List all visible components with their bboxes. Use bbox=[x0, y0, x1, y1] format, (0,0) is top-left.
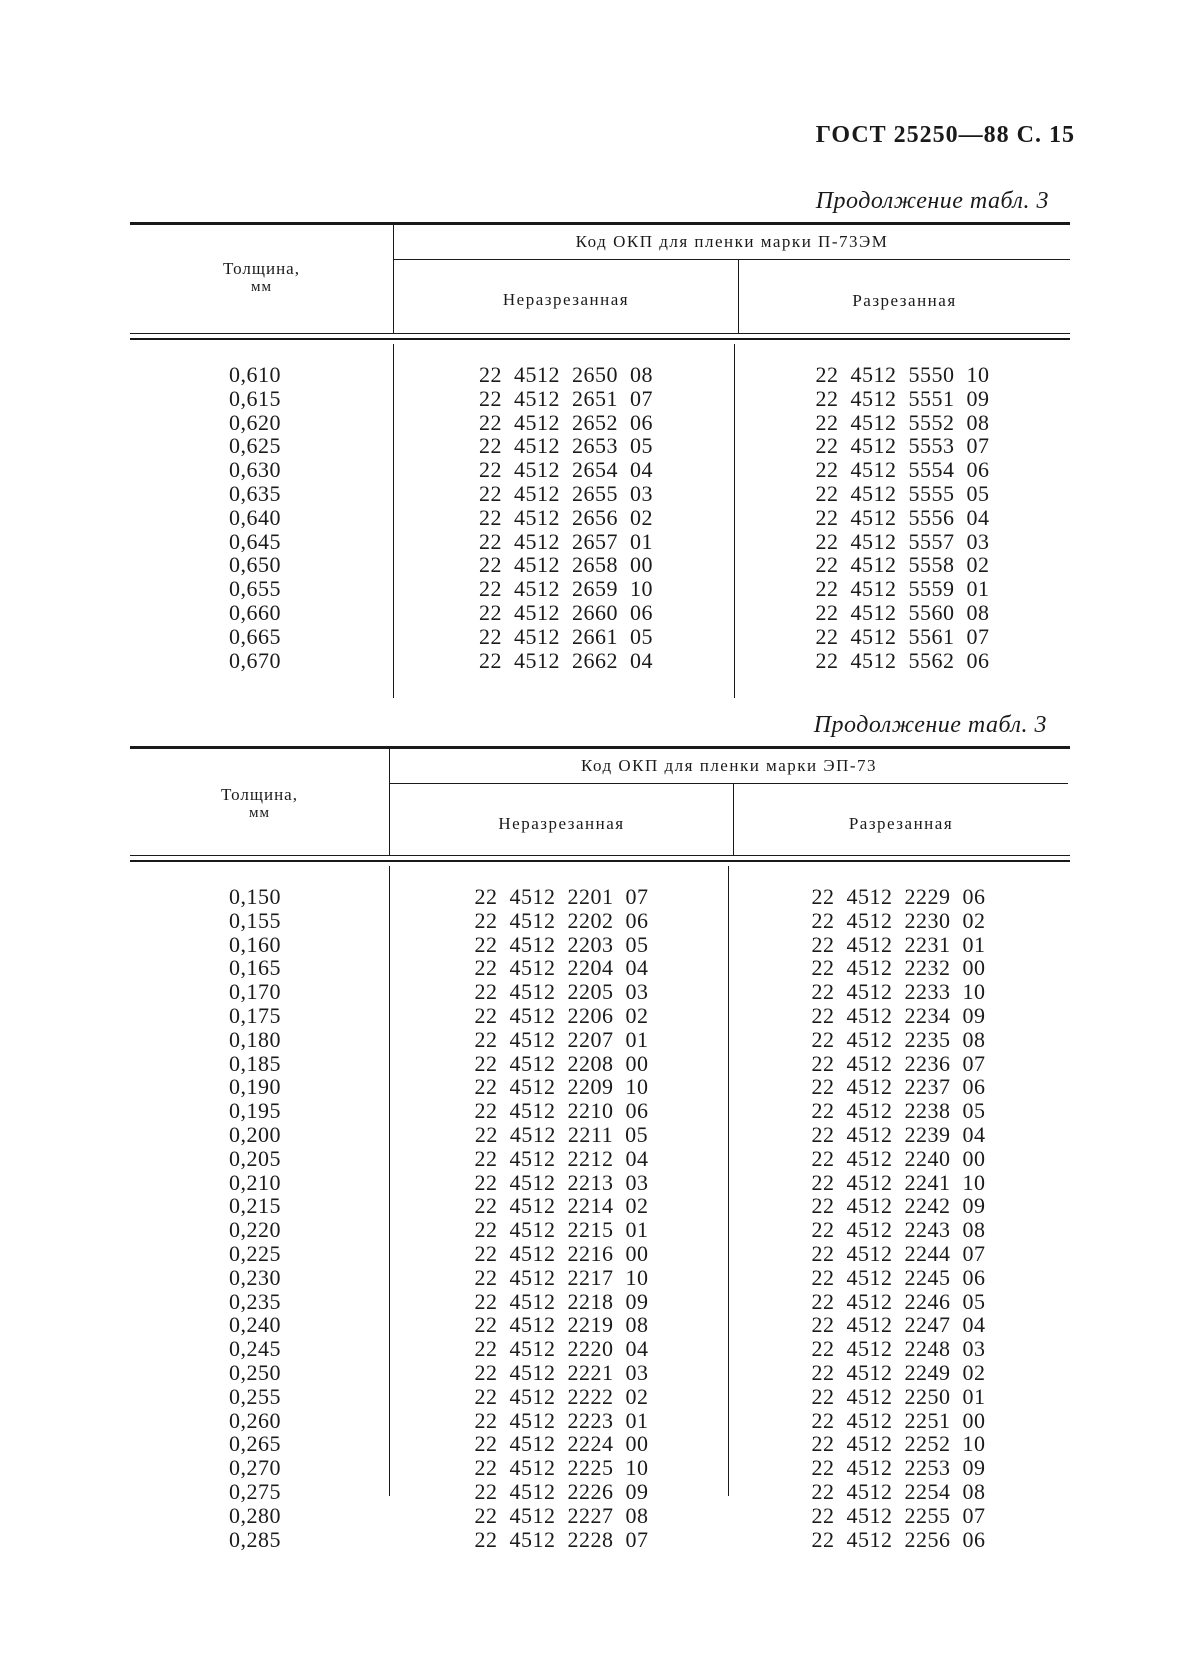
table-top-rule bbox=[130, 746, 1070, 749]
cut-code-column bbox=[735, 363, 1070, 672]
thickness-cell: 0,180 bbox=[229, 1026, 281, 1052]
cut-code-cell: 22 4512 5558 02 bbox=[815, 552, 990, 578]
uncut-code-cell: 22 4512 2656 02 bbox=[479, 504, 653, 530]
uncut-code-cell: 22 4512 2660 06 bbox=[479, 599, 653, 625]
uncut-code-cell: 22 4512 2216 00 bbox=[474, 1240, 649, 1266]
column-header-cut: Разрезанная bbox=[848, 814, 954, 833]
uncut-code-cell: 22 4512 2215 01 bbox=[474, 1217, 649, 1243]
thickness-cell: 0,210 bbox=[229, 1169, 281, 1195]
table-top-rule bbox=[130, 222, 1070, 225]
cut-code-cell: 22 4512 2244 07 bbox=[811, 1240, 986, 1266]
uncut-code-cell: 22 4512 2218 09 bbox=[474, 1288, 649, 1314]
uncut-code-cell: 22 4512 2650 08 bbox=[479, 362, 653, 387]
cut-code-cell: 22 4512 5562 06 bbox=[815, 647, 990, 673]
thickness-label: Толщина, bbox=[223, 259, 300, 278]
uncut-code-cell: 22 4512 2210 06 bbox=[474, 1098, 649, 1124]
thickness-cell: 0,170 bbox=[229, 979, 281, 1005]
cut-code-cell: 22 4512 2236 07 bbox=[811, 1050, 986, 1076]
cut-code-cell: 22 4512 2246 05 bbox=[811, 1288, 986, 1314]
thickness-cell: 0,185 bbox=[229, 1050, 281, 1076]
thickness-cell: 0,200 bbox=[229, 1121, 281, 1147]
cut-code-cell: 22 4512 2254 08 bbox=[811, 1478, 986, 1504]
thickness-cell: 0,225 bbox=[229, 1240, 281, 1266]
uncut-code-cell: 22 4512 2212 04 bbox=[474, 1145, 649, 1171]
uncut-code-cell: 22 4512 2658 00 bbox=[479, 552, 653, 578]
cut-code-cell: 22 4512 2237 06 bbox=[811, 1074, 986, 1100]
thickness-cell: 0,215 bbox=[229, 1193, 281, 1219]
thickness-cell: 0,175 bbox=[229, 1002, 281, 1028]
cut-code-cell: 22 4512 2239 04 bbox=[811, 1121, 986, 1147]
cut-code-cell: 22 4512 2229 06 bbox=[811, 884, 986, 909]
uncut-code-cell: 22 4512 2201 07 bbox=[474, 884, 649, 909]
thickness-cell: 0,195 bbox=[229, 1098, 281, 1124]
thickness-unit: мм bbox=[251, 279, 272, 295]
column-header-uncut: Неразрезанная bbox=[498, 814, 625, 833]
header-bottom-rule bbox=[130, 855, 1070, 856]
thickness-cell: 0,150 bbox=[229, 884, 281, 909]
thickness-cell: 0,280 bbox=[229, 1502, 281, 1528]
uncut-code-cell: 22 4512 2208 00 bbox=[474, 1050, 649, 1076]
cut-code-cell: 22 4512 5555 05 bbox=[815, 480, 990, 506]
cut-code-cell: 22 4512 2245 06 bbox=[811, 1264, 986, 1290]
cut-code-cell: 22 4512 2234 09 bbox=[811, 1002, 986, 1028]
thickness-cell: 0,165 bbox=[229, 955, 281, 981]
thickness-cell: 0,285 bbox=[229, 1526, 281, 1552]
cut-code-cell: 22 4512 5551 09 bbox=[815, 385, 990, 411]
thickness-cell: 0,615 bbox=[229, 385, 281, 411]
column-header-cut: Разрезанная bbox=[852, 291, 957, 310]
header-bottom-rule bbox=[130, 860, 1070, 862]
thickness-cell: 0,265 bbox=[229, 1431, 281, 1457]
uncut-code-cell: 22 4512 2654 04 bbox=[479, 457, 653, 483]
cut-code-cell: 22 4512 2231 01 bbox=[811, 931, 986, 957]
cut-code-cell: 22 4512 2243 08 bbox=[811, 1217, 986, 1243]
thickness-cell: 0,270 bbox=[229, 1455, 281, 1481]
uncut-code-column bbox=[390, 885, 733, 1551]
uncut-code-cell: 22 4512 2214 02 bbox=[474, 1193, 649, 1219]
cut-code-cell: 22 4512 5557 03 bbox=[815, 528, 990, 554]
thickness-cell: 0,610 bbox=[229, 362, 281, 387]
thickness-cell: 0,665 bbox=[229, 623, 281, 649]
thickness-cell: 0,670 bbox=[229, 647, 281, 673]
thickness-cell: 0,645 bbox=[229, 528, 281, 554]
cut-code-cell: 22 4512 2255 07 bbox=[811, 1502, 986, 1528]
column-header-thickness bbox=[130, 786, 389, 822]
thickness-cell: 0,220 bbox=[229, 1217, 281, 1243]
thickness-cell: 0,660 bbox=[229, 599, 281, 625]
group-header: Код ОКП для пленки марки ЭП-73 bbox=[580, 756, 878, 775]
uncut-code-cell: 22 4512 2206 02 bbox=[474, 1002, 649, 1028]
uncut-code-cell: 22 4512 2211 05 bbox=[474, 1121, 649, 1147]
uncut-code-cell: 22 4512 2213 03 bbox=[474, 1169, 649, 1195]
uncut-code-cell: 22 4512 2202 06 bbox=[474, 907, 649, 933]
thickness-cell: 0,240 bbox=[229, 1312, 281, 1338]
thickness-column bbox=[130, 885, 380, 1551]
cut-code-cell: 22 4512 2241 10 bbox=[811, 1169, 986, 1195]
thickness-cell: 0,250 bbox=[229, 1359, 281, 1385]
cut-code-column bbox=[729, 885, 1068, 1551]
header-bottom-rule bbox=[130, 338, 1070, 340]
cut-code-cell: 22 4512 2256 06 bbox=[811, 1526, 986, 1552]
group-header-rule bbox=[390, 783, 1068, 784]
thickness-cell: 0,650 bbox=[229, 552, 281, 578]
okp-table-p73em bbox=[130, 222, 1070, 698]
thickness-cell: 0,230 bbox=[229, 1264, 281, 1290]
table-continuation-label: Продолжение табл. 3 bbox=[813, 712, 1047, 738]
uncut-code-cell: 22 4512 2205 03 bbox=[474, 979, 649, 1005]
cut-code-cell: 22 4512 5552 08 bbox=[815, 409, 990, 435]
cut-code-cell: 22 4512 2233 10 bbox=[811, 979, 986, 1005]
cut-code-cell: 22 4512 2242 09 bbox=[811, 1193, 986, 1219]
uncut-code-cell: 22 4512 2223 01 bbox=[474, 1407, 649, 1433]
table-continuation-label: Продолжение табл. 3 bbox=[815, 188, 1049, 214]
thickness-cell: 0,255 bbox=[229, 1383, 281, 1409]
group-header-rule bbox=[394, 259, 1070, 260]
uncut-code-cell: 22 4512 2203 05 bbox=[474, 931, 649, 957]
uncut-code-cell: 22 4512 2217 10 bbox=[474, 1264, 649, 1290]
cut-code-cell: 22 4512 2251 00 bbox=[811, 1407, 986, 1433]
cut-code-cell: 22 4512 5561 07 bbox=[815, 623, 990, 649]
header-bottom-rule bbox=[130, 333, 1070, 334]
uncut-code-cell: 22 4512 2204 04 bbox=[474, 955, 649, 981]
uncut-code-cell: 22 4512 2657 01 bbox=[479, 528, 653, 554]
thickness-cell: 0,190 bbox=[229, 1074, 281, 1100]
cut-code-cell: 22 4512 5559 01 bbox=[815, 576, 990, 602]
thickness-unit: мм bbox=[249, 805, 270, 821]
group-header: Код ОКП для пленки марки П-73ЭМ bbox=[575, 232, 889, 251]
okp-table-ep73 bbox=[130, 746, 1070, 1552]
thickness-cell: 0,640 bbox=[229, 504, 281, 530]
uncut-code-cell: 22 4512 2662 04 bbox=[479, 647, 653, 673]
thickness-cell: 0,275 bbox=[229, 1478, 281, 1504]
thickness-cell: 0,155 bbox=[229, 907, 281, 933]
thickness-cell: 0,630 bbox=[229, 457, 281, 483]
thickness-cell: 0,235 bbox=[229, 1288, 281, 1314]
thickness-column bbox=[130, 363, 380, 672]
cut-code-cell: 22 4512 2252 10 bbox=[811, 1431, 986, 1457]
thickness-cell: 0,655 bbox=[229, 576, 281, 602]
uncut-code-cell: 22 4512 2655 03 bbox=[479, 480, 653, 506]
uncut-code-cell: 22 4512 2661 05 bbox=[479, 623, 653, 649]
thickness-cell: 0,625 bbox=[229, 433, 281, 459]
uncut-code-cell: 22 4512 2651 07 bbox=[479, 385, 653, 411]
uncut-code-cell: 22 4512 2652 06 bbox=[479, 409, 653, 435]
cut-code-cell: 22 4512 5556 04 bbox=[815, 504, 990, 530]
thickness-cell: 0,620 bbox=[229, 409, 281, 435]
uncut-code-cell: 22 4512 2225 10 bbox=[474, 1455, 649, 1481]
uncut-code-cell: 22 4512 2653 05 bbox=[479, 433, 653, 459]
cut-code-cell: 22 4512 2249 02 bbox=[811, 1359, 986, 1385]
uncut-code-cell: 22 4512 2221 03 bbox=[474, 1359, 649, 1385]
cut-code-cell: 22 4512 5553 07 bbox=[815, 433, 990, 459]
cut-code-cell: 22 4512 5560 08 bbox=[815, 599, 990, 625]
uncut-code-cell: 22 4512 2226 09 bbox=[474, 1478, 649, 1504]
cut-code-cell: 22 4512 2248 03 bbox=[811, 1336, 986, 1362]
uncut-code-cell: 22 4512 2219 08 bbox=[474, 1312, 649, 1338]
cut-code-cell: 22 4512 2230 02 bbox=[811, 907, 986, 933]
thickness-cell: 0,205 bbox=[229, 1145, 281, 1171]
uncut-code-cell: 22 4512 2227 08 bbox=[474, 1502, 649, 1528]
column-header-thickness bbox=[130, 260, 393, 296]
cut-code-cell: 22 4512 2253 09 bbox=[811, 1455, 986, 1481]
thickness-cell: 0,260 bbox=[229, 1407, 281, 1433]
uncut-code-cell: 22 4512 2228 07 bbox=[474, 1526, 649, 1552]
thickness-label: Толщина, bbox=[221, 785, 298, 804]
thickness-cell: 0,160 bbox=[229, 931, 281, 957]
thickness-cell: 0,635 bbox=[229, 480, 281, 506]
page-header: ГОСТ 25250—88 С. 15 bbox=[815, 122, 1075, 148]
cut-code-cell: 22 4512 2250 01 bbox=[811, 1383, 986, 1409]
column-header-uncut: Неразрезанная bbox=[502, 290, 630, 309]
cut-code-cell: 22 4512 5550 10 bbox=[815, 362, 990, 387]
uncut-code-cell: 22 4512 2222 02 bbox=[474, 1383, 649, 1409]
uncut-code-cell: 22 4512 2209 10 bbox=[474, 1074, 649, 1100]
thickness-cell: 0,245 bbox=[229, 1336, 281, 1362]
cut-code-cell: 22 4512 2235 08 bbox=[811, 1026, 986, 1052]
cut-code-cell: 22 4512 2238 05 bbox=[811, 1098, 986, 1124]
uncut-code-cell: 22 4512 2220 04 bbox=[474, 1336, 649, 1362]
cut-code-cell: 22 4512 2247 04 bbox=[811, 1312, 986, 1338]
cut-code-cell: 22 4512 2240 00 bbox=[811, 1145, 986, 1171]
cut-code-cell: 22 4512 2232 00 bbox=[811, 955, 986, 981]
cut-code-cell: 22 4512 5554 06 bbox=[815, 457, 990, 483]
uncut-code-column bbox=[394, 363, 738, 672]
uncut-code-cell: 22 4512 2224 00 bbox=[474, 1431, 649, 1457]
uncut-code-cell: 22 4512 2659 10 bbox=[479, 576, 653, 602]
uncut-code-cell: 22 4512 2207 01 bbox=[474, 1026, 649, 1052]
